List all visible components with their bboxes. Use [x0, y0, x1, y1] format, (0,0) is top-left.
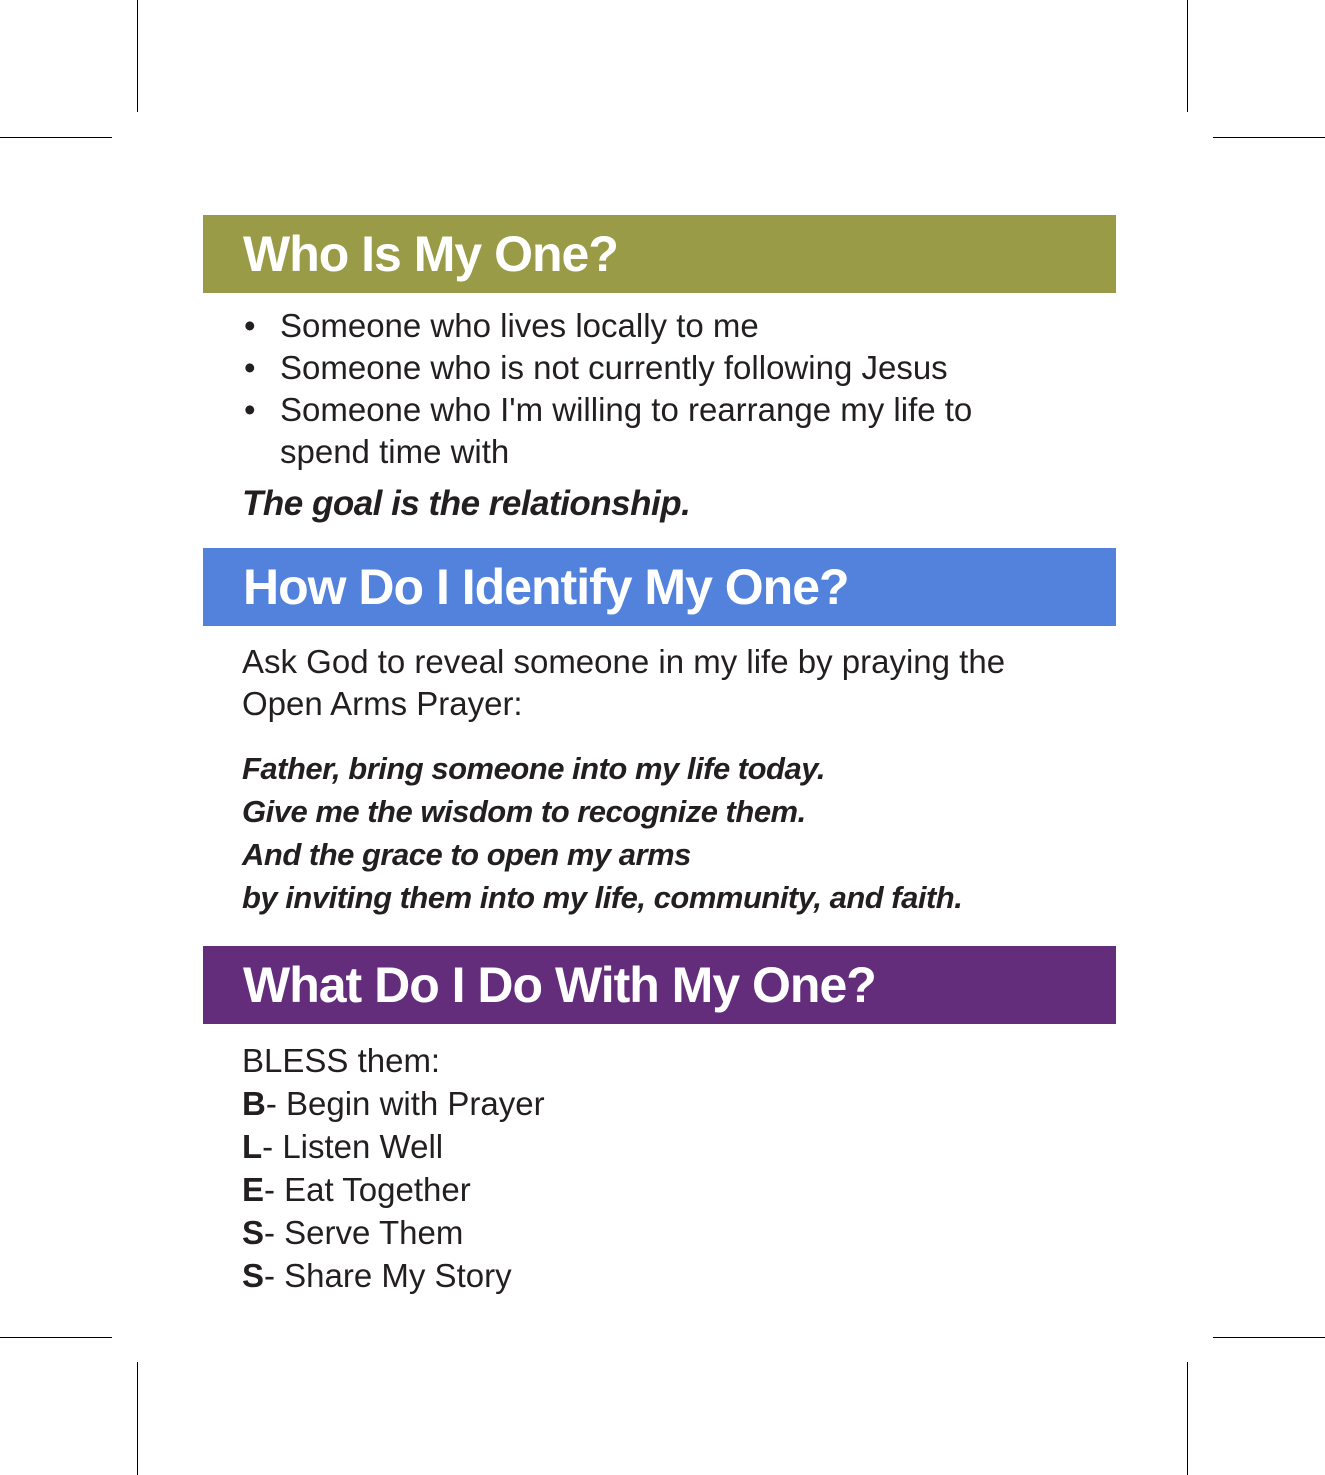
bless-item	[242, 1254, 1116, 1297]
bless-text: - Share My Story	[264, 1257, 512, 1294]
list-item-text: Someone who I'm willing to rearrange my life to spend time with	[280, 391, 973, 470]
bless-item	[242, 1211, 1116, 1254]
bless-letter: E	[242, 1171, 265, 1208]
section-header-who	[203, 215, 1116, 293]
bullet-icon: •	[244, 307, 256, 344]
section-title-identify: How Do I Identify My One?	[243, 559, 849, 615]
bless-intro: BLESS them:	[242, 1042, 441, 1079]
bullet-icon: •	[244, 349, 256, 386]
intro-line: Ask God to reveal someone in my life by praying the	[242, 643, 1006, 680]
bless-text: - Listen Well	[262, 1128, 444, 1165]
bless-text: - Begin with Prayer	[265, 1085, 545, 1122]
intro-line: Open Arms Prayer:	[242, 685, 523, 722]
section-body-identify	[203, 626, 1116, 919]
crop-mark	[1187, 0, 1188, 112]
info-card	[203, 215, 1116, 1297]
list-item-text: Someone who lives locally to me	[280, 307, 759, 344]
open-arms-prayer	[242, 747, 1116, 919]
section-header-identify	[203, 548, 1116, 626]
crop-mark	[137, 0, 138, 112]
section-body-what	[203, 1024, 1116, 1297]
crop-mark	[1187, 1362, 1188, 1475]
bullet-icon: •	[244, 391, 256, 428]
section-header-what	[203, 946, 1116, 1024]
list-item	[242, 305, 1116, 347]
bless-text: - Serve Them	[264, 1214, 464, 1251]
bless-item	[242, 1082, 1116, 1125]
section-body-who	[203, 293, 1116, 525]
prayer-line: And the grace to open my arms	[242, 837, 691, 872]
crop-mark	[0, 1337, 112, 1338]
bless-text: - Eat Together	[264, 1171, 471, 1208]
bless-letter: B	[242, 1085, 266, 1122]
crop-mark	[1213, 1337, 1325, 1338]
bless-letter: S	[242, 1257, 265, 1294]
goal-statement: The goal is the relationship.	[242, 484, 691, 523]
prayer-line: Give me the wisdom to recognize them.	[242, 794, 806, 829]
bless-letter: S	[242, 1214, 265, 1251]
prayer-line: by inviting them into my life, community, and faith.	[242, 880, 963, 915]
crop-mark	[1213, 137, 1325, 138]
prayer-line: Father, bring someone into my life today.	[242, 751, 825, 786]
bless-item	[242, 1168, 1116, 1211]
list-item	[242, 389, 1050, 473]
crop-mark	[137, 1362, 138, 1475]
list-item-text: Someone who is not currently following Jesus	[280, 349, 948, 386]
section-title-what: What Do I Do With My One?	[243, 957, 876, 1013]
list-item	[242, 347, 1116, 389]
section-title-who: Who Is My One?	[243, 226, 618, 282]
bullet-list	[242, 305, 1116, 473]
crop-mark	[0, 137, 112, 138]
bless-item	[242, 1125, 1116, 1168]
bless-letter: L	[242, 1128, 263, 1165]
